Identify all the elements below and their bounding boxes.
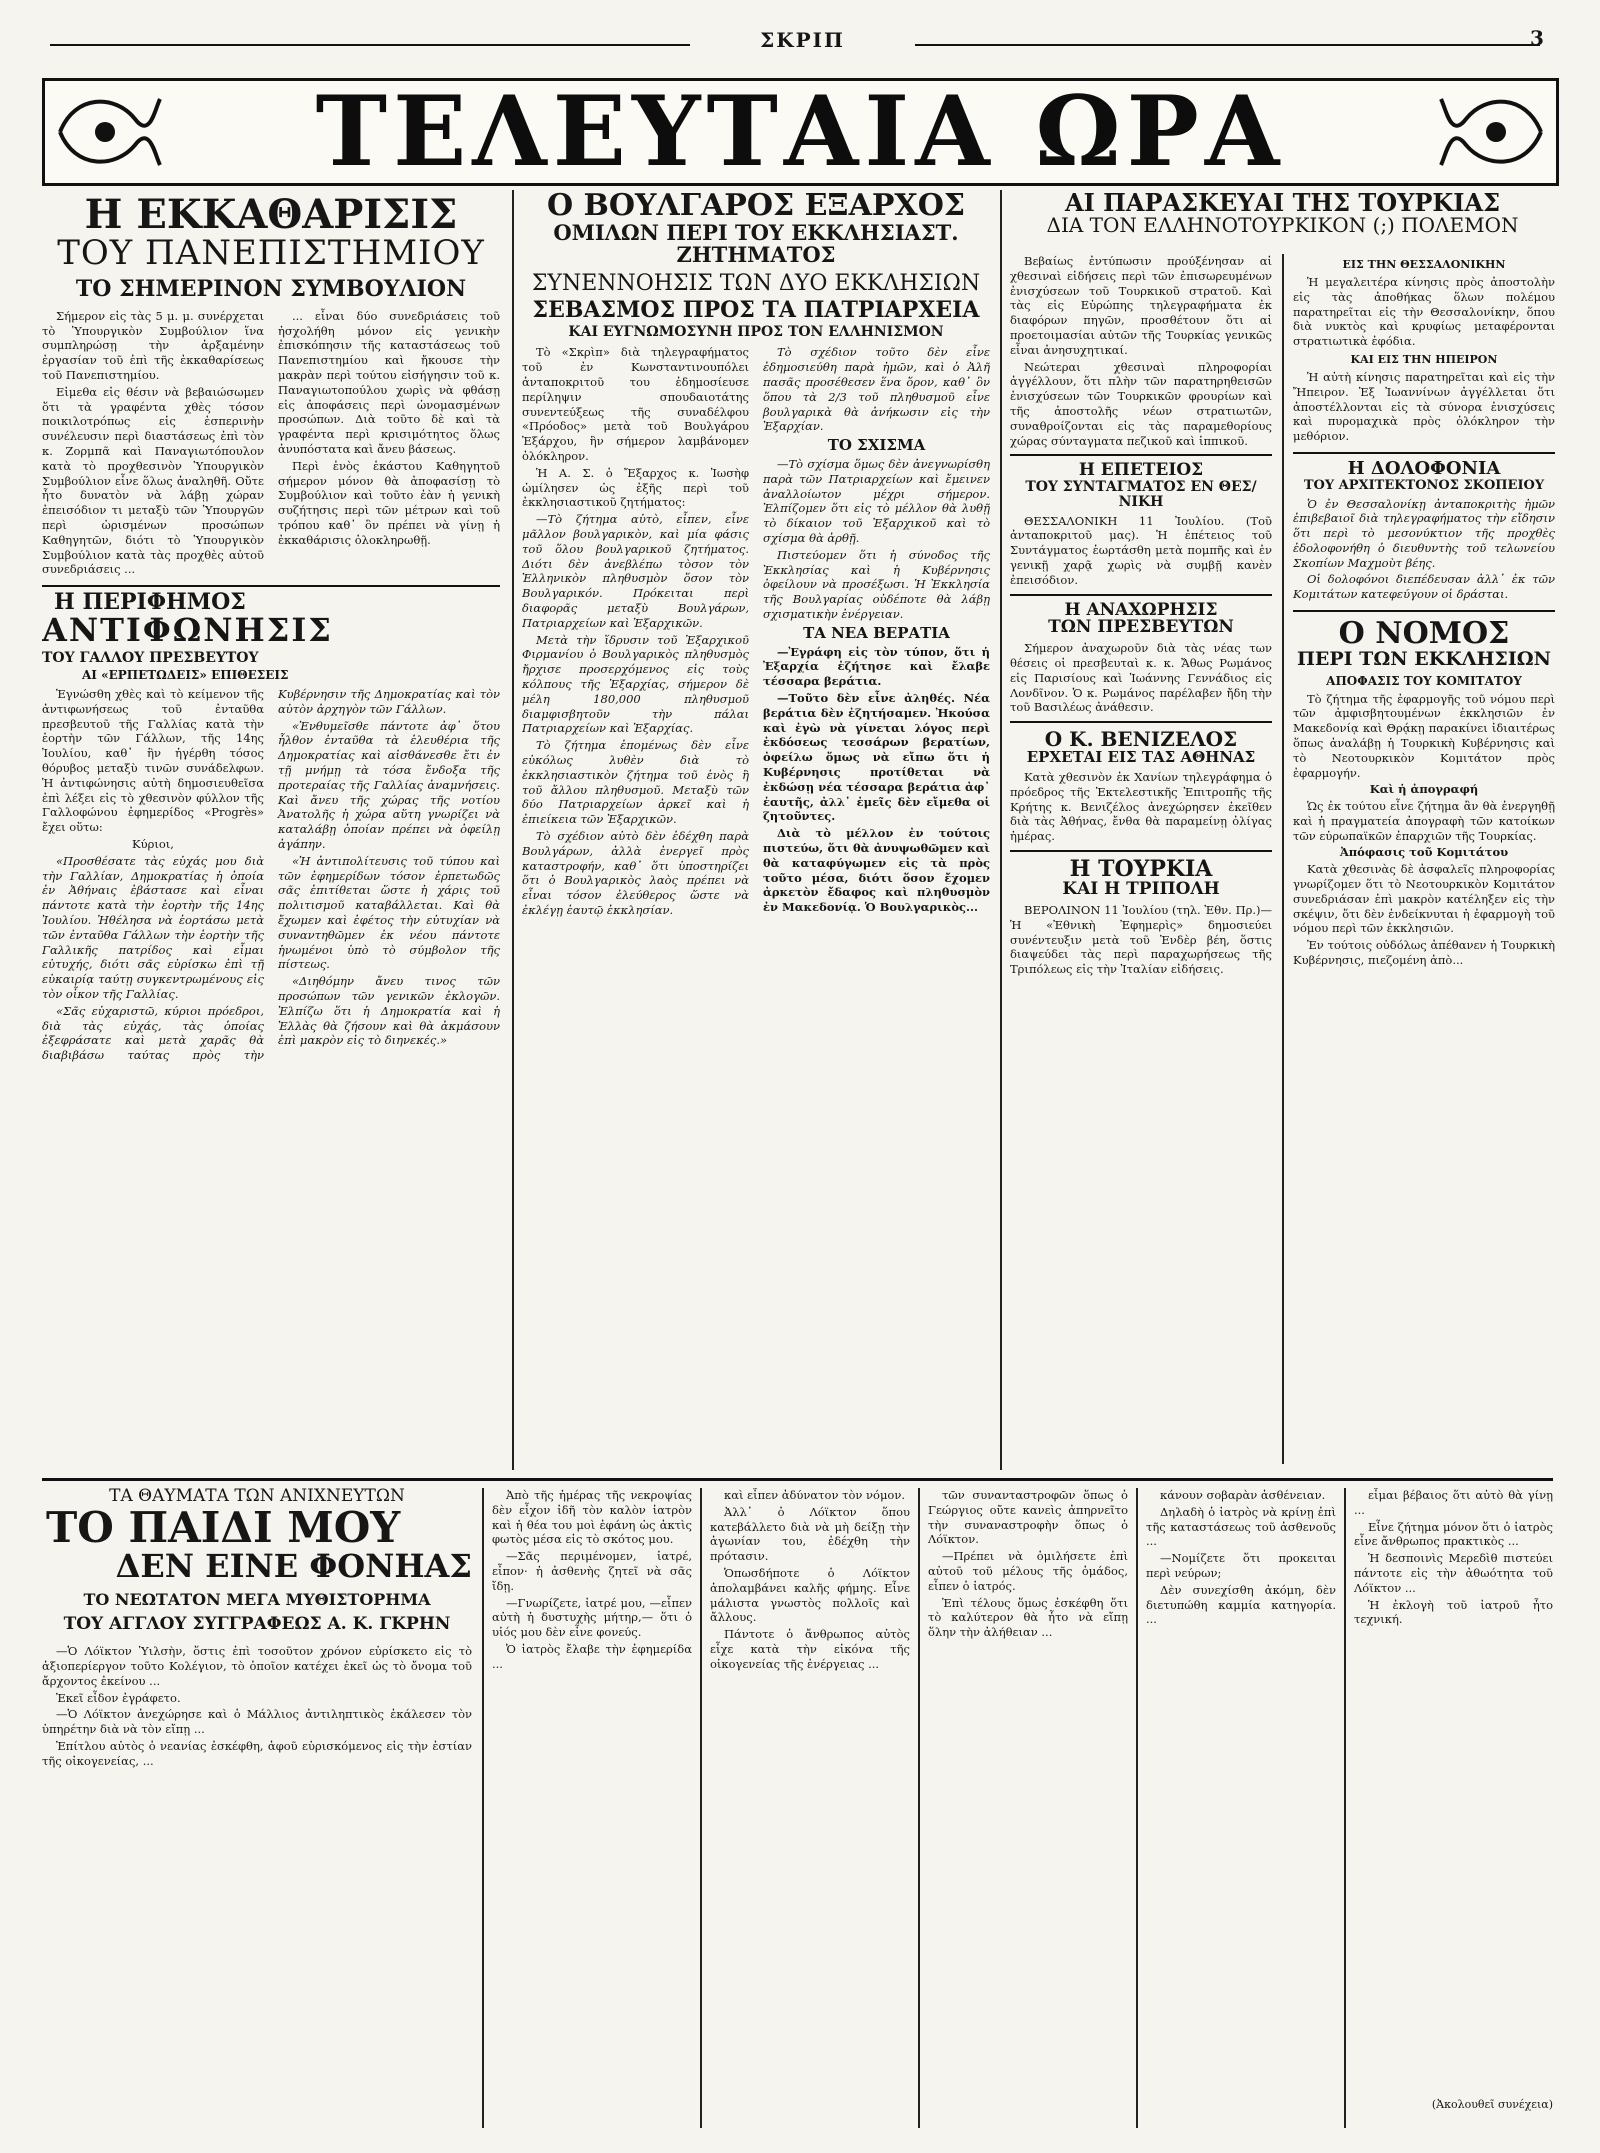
headline-ambassadors: ΤΩΝ ΠΡΕΣΒΕΥΤΩΝ: [1048, 617, 1234, 638]
headline-attacks: ΑΙ «ΕΡΠΕΤΩΔΕΙΣ» ΕΠΙΘΕΣΕΙΣ: [82, 667, 289, 682]
paragraph: —Ὁ Λόϊκτον ἀνεχώρησε καὶ ὁ Μάλλιος ἀντιληπτικὸς ἐκάλεσεν τὸν ὑπηρέτην διὰ νὰ τὸν εἴπῃ ...: [42, 1707, 472, 1737]
serial-col4-body: [928, 1488, 1128, 1642]
paragraph: Σήμερον ἀναχωροῦν διὰ τὰς νέας των θέσεις οἱ πρεσβευταὶ κ. κ. Ἄθως Ρωμάνος εἰς Παρισίους καὶ Ἰωάννης Γεννάδιος εἰς Λονδῖνον. Ὁ κ. Ρωμάνος παρέλαβεν ἤδη τὴν τοῦ Βασιλέως ἀνάθεσιν.: [1010, 641, 1272, 715]
paragraph: Τὸ ζήτημα ἐπομένως δὲν εἶνε εὐκόλως λυθὲν διὰ τὸ ἐκκλησιαστικὸν ζήτημα τοῦ ἑνὸς ἢ τοῦ ἄλλου πληθυσμοῦ. Μεταξὺ τῶν δύο Πατριαρχείων ἀρκεῖ καὶ ἡ ἐπιείκεια τῶν Ἐξαρχικῶν.: [522, 738, 749, 827]
headline-venizelos: Ο Κ. ΒΕΝΙΖΕΛΟΣ: [1044, 727, 1238, 752]
paragraph: Βεβαίως ἐντύπωσιν προύξένησαν αἱ χθεσιναὶ εἰδήσεις περὶ τῶν ἐπισωρευμένων ἐνισχύσεων τοῦ Τουρκικοῦ στρατοῦ. Καὶ τὰς εἰς Εὐρώπης τηλεγραφήματα ἐκ διαφόρων πηγῶν, προσθέτουν ὅτι αἱ προετοιμασίαι αὐτῶν τῆς Τουρκίας γενικῶς εἶναι ἀνησυχητικαί.: [1010, 254, 1272, 357]
paragraph: Εἰμεθα εἰς θέσιν νὰ βεβαιώσωμεν ὅτι τὰ γραφέντα χθὲς τόσον ποικιλοτρόπως εἰς ἑσπερινὴν συνέλευσιν περὶ διαστάσεως ἐπὶ τὸν κ. Ζορμπᾶ καὶ Παναγιωτόπουλον κατὰ τὸ προχθεσινὸν Ὑπουργικὸν Συμβούλιον εἶνε ὅλως ἀναληθῆ. Οὔτε ἦτο δυνατὸν νὰ λάβῃ χώραν ἐπεισόδιον τι μεταξὺ τῶν Ὑπουργῶν περὶ ὡρισμένων προσώπων Καθηγητῶν, διότι τὸ Ὑπουργικὸν Συμβούλιον κατὰ τὰς προχθὲς αὐτοῦ συνεδριάσεις ...: [42, 384, 264, 577]
headline-speech: ΑΝΤΙΦΩΝΗΣΙΣ: [42, 611, 333, 650]
headline-church-issue: ΟΜΙΛΩΝ ΠΕΡΙ ΤΟΥ ΕΚΚΛΗΣΙΑΣΤ. ΖΗΤΗΜΑΤΟΣ: [553, 219, 959, 267]
paper-name: ΣΚΡΙΠ: [760, 28, 845, 52]
paragraph: Πάντοτε ὁ ἄνθρωπος αὐτὸς εἶχε κατὰ τὴν εἰκόνα τῆς οἰκογενείας τῆς ἐνέργειας ...: [710, 1627, 910, 1671]
headline-constitution: ΤΟΥ ΣΥΝΤΑΓΜΑΤΟΣ ΕΝ ΘΕΣ/ΝΙΚΗ: [1025, 479, 1257, 510]
serial-rule-2: [700, 1488, 702, 2128]
divider: [1010, 850, 1272, 852]
headline-respect: ΣΕΒΑΣΜΟΣ ΠΡΟΣ ΤΑ ΠΑΤΡΙΑΡΧΕΙΑ: [532, 296, 980, 323]
serial-col1-body: [42, 1644, 472, 1768]
paragraph: Κατὰ χθεσινὰς δὲ ἀσφαλεῖς πληροφορίας γνωρίζομεν ὅτι τὸ Νεοτουρκικὸν Κομιτάτον συνεδριάσαν ἐπὶ μακρὸν κατέληξεν εἰς τὴν σκέψιν, ὅτι δὲν ἐνδείκνυται ἡ ἐφαρμογὴ τοῦ νόμου περὶ τῶν ἐκκλησιῶν.: [1293, 862, 1555, 936]
article-speech-body: [42, 687, 500, 1063]
paragraph: «Διηθόμην ἄνευ τινος τῶν προσώπων τῶν γενικῶν ἐκλογῶν. Ἐλπίζω ὅτι ἡ Δημοκρατία καὶ ἡ Ἑλλὰς θὰ ζήσουν καὶ θὰ ἀκμάσουν ἐπὶ μακρὸν εἰς τὸ διηνεκές.»: [278, 974, 500, 1048]
headline-my-child: ΤΟ ΠΑΙΔΙ ΜΟΥ: [46, 1502, 401, 1552]
paragraph: Τὸ ζήτημα τῆς ἐφαρμογῆς τοῦ νόμου περὶ τῶν ἀμφισβητουμένων ἐκκλησιῶν ἐν Μακεδονίᾳ καὶ Θρᾴκῃ παρακίνει ἰδιαιτέρως ὅπως ἀναλάβῃ ἡ Τουρκικὴ Κυβέρνησις καὶ τὸ Νεοτουρκικὸν Κομιτάτον πρὸς ἐφαρμογήν.: [1293, 691, 1555, 780]
paragraph: Ἐγνώσθη χθὲς καὶ τὸ κείμενον τῆς ἀντιφωνήσεως τοῦ ἐνταῦθα πρεσβευτοῦ τῆς Γαλλίας κατὰ τὴν ἑορτὴν τῶν Γάλλων, τῆς 14ης Ἰουλίου, καθ᾽ ἣν ἠγέρθη τόσος θόρυβος μεταξὺ τινῶν συνάδελφων. Ἡ ἀντιφώνησις αὐτὴ δημοσιευθεῖσα ἐπὶ λέξει εἰς τὸ χθεσινὸν φύλλον τῆς Γαλλοφώνου ἐφημερίδος «Progrès» ἔχει οὕτω:: [42, 687, 264, 835]
continued-note: (Ἀκολουθεῖ συνέχεια): [1431, 2098, 1553, 2111]
paragraph: ΘΕΣΣΑΛΟΝΙΚΗ 11 Ἰουλίου. (Τοῦ ἀνταποκριτοῦ μας). Ἡ ἐπέτειος τοῦ Συντάγματος ἑωρτάσθη μετὰ πομπῆς καὶ ἐν γενικῇ χαρᾷ χωρὶς νὰ συμβῇ κανὲν ἐπεισόδιον.: [1010, 513, 1272, 587]
top-rule-right: [915, 44, 1540, 46]
paragraph: Ὁ ἐν Θεσσαλονίκῃ ἀνταποκριτὴς ἡμῶν ἐπιβεβαιοῖ διὰ τηλεγραφήματος τὴν εἴδησιν ὅτι περὶ τὸ μεσονύκτιον τῆς προχθὲς ἐδολοφονήθη ὁ διευθυντὴς τοῦ τελωνείου Σκοπίων Μαχμοὺτ βέης.: [1293, 496, 1555, 570]
banner-title: ΤΕΛΕΥΤΑΙΑ ΩΡΑ: [315, 75, 1286, 188]
paragraph: —Τὸ σχίσμα ὅμως δὲν ἀνεγνωρίσθη παρὰ τῶν Πατριαρχείων καὶ ἔμεινεν ἀναλλοίωτον μέχρι σήμερον. Ἐλπίζομεν ὅτι εἰς τὸ μέλλον θὰ λυθῇ τὸ δίκαιον τοῦ Ἐξαρχικοῦ καὶ τὸ σχίσμα θὰ ἀρθῇ.: [763, 457, 990, 546]
divider: [1010, 454, 1272, 456]
paragraph: Σήμερον εἰς τὰς 5 μ. μ. συνέρχεται τὸ Ὑπουργικὸν Συμβούλιον ἵνα συμπληρώσῃ τὴν ἀρξαμένην ἐργασίαν τοῦ ἐπὶ τῆς ἐκκαθαρίσεως τοῦ Πανεπιστημίου.: [42, 308, 264, 382]
subhead-epirus: ΚΑΙ ΕΙΣ ΤΗΝ ΗΠΕΙΡΟΝ: [1350, 352, 1498, 366]
article-law-body: [1293, 692, 1555, 968]
article-thessaloniki-body: [1293, 275, 1555, 349]
subhead-thessaloniki: ΕΙΣ ΤΗΝ ΘΕΣΣΑΛΟΝΙΚΗΝ: [1342, 258, 1506, 271]
paragraph: Εἶνε ζήτημα μόνον ὅτι ὁ ἰατρὸς εἶνε ἄνθρωπος πρακτικὸς ...: [1354, 1519, 1553, 1549]
column-rule-1: [512, 190, 514, 1470]
paragraph: Διὰ τὸ μέλλον ἐν τούτοις πιστεύω, ὅτι θὰ ἀνυψωθῶμεν καὶ θὰ καταφύγωμεν εἰς τὰ πρὸς τοῦτο μέσα, διότι ὅσον ἔχομεν ἀρκετὸν ἔδαφος καὶ πληθυσμὸν ἐν Μακεδονίᾳ. Ὁ Βουλγαρικὸς...: [763, 826, 990, 915]
section-banner: [42, 75, 1559, 188]
headline-athens: ΕΡΧΕΤΑΙ ΕΙΣ ΤΑΣ ΑΘΗΝΑΣ: [1026, 748, 1256, 767]
serial-heading-block: [42, 1488, 472, 1771]
divider: [42, 585, 500, 587]
paragraph: Ἀπὸ τῆς ἡμέρας τῆς νεκροψίας δὲν εἶχον ἰδῆ τὸν καλὸν ἰατρὸν καὶ ἡ θέα του μοὶ ἐφάνη ὡς ἀκτὶς φωτὸς μέσα εἰς τὸ σκότος μου.: [492, 1488, 692, 1547]
article-turkey-body: [1010, 254, 1272, 448]
headline-war: ΔΙΑ ΤΟΝ ΕΛΛΗΝΟΤΟΥΡΚΙΚΟΝ (;) ΠΟΛΕΜΟΝ: [1046, 213, 1519, 238]
headline-turkey: Η ΤΟΥΡΚΙΑ: [1069, 855, 1213, 882]
article-epirus-body: [1293, 370, 1555, 444]
headline-author: ΤΟΥ ΑΓΓΛΟΥ ΣΥΓΓΡΑΦΕΩΣ Α. Κ. ΓΚΡΗΝ: [63, 1614, 451, 1635]
ornament-left-icon: [55, 89, 165, 175]
paragraph-salutation: Κύριοι,: [132, 837, 174, 852]
headline-detectives: ΤΑ ΘΑΥΜΑΤΑ ΤΩΝ ΑΝΙΧΝΕΥΤΩΝ: [109, 1488, 405, 1506]
paragraph: —Γνωρίζετε, ἰατρέ μου, —εἶπεν αὐτὴ ἡ δυστυχὴς μήτηρ,— ὅτι ὁ υἱός μου δὲν εἶνε φονεύς.: [492, 1595, 692, 1640]
paragraph: Ὁπωσδήποτε ὁ Λόϊκτον ἀπολαμβάνει καλῆς φήμης. Εἶνε μάλιστα γνωστὸς πολλοῖς καὶ ἄλλους.: [710, 1565, 910, 1625]
headline-gratitude: ΚΑΙ ΕΥΓΝΩΜΟΣΥΝΗ ΠΡΟΣ ΤΟΝ ΕΛΛΗΝΙΣΜΟΝ: [568, 323, 944, 340]
headline-preparations: ΑΙ ΠΑΡΑΣΚΕΥΑΙ ΤΗΣ ΤΟΥΡΚΙΑΣ: [1064, 190, 1501, 217]
serial-col2-body: [492, 1488, 692, 1674]
headline-departure: Η ΑΝΑΧΩΡΗΣΙΣ: [1064, 599, 1218, 620]
paragraph: «Ἡ ἀντιπολίτευσις τοῦ τύπου καὶ τῶν ἐφημερίδων τόσον ἐρπετωδῶς σᾶς ἐπιτίθεται ὥστε ἡ χάρις τοῦ πολιτισμοῦ καταβάλλεται. Καὶ θὰ ἔχωμεν καὶ ἐφέτος τὴν εὐτυχίαν νὰ συναντηθῶμεν ἐκ νέου πάντοτε ἡνωμένοι ὑπὸ τὸ σύμβολον τῆς πίστεως.: [278, 853, 500, 972]
headline-famous: Η ΠΕΡΙΦΗΜΟΣ: [54, 589, 246, 616]
paragraph: —Τοῦτο δὲν εἶνε ἀληθές. Νέα βεράτια δὲν ἐζητήσαμεν. Ἠκούσα καὶ ἐγὼ νὰ γίνεται λόγος περὶ ἐκδόσεως τεσσάρων βερατίων, ὀφείλω ὅμως νὰ εἴπω ὅτι ἡ Κυβέρνησις προτίθεται νὰ ἐκδώσῃ νέα τέσσαρα βεράτια ἀφ᾽ ἑαυτῆς, ἀλλ᾽ ἐμεῖς δὲν εἴμεθα οἱ ζητοῦντες.: [763, 691, 990, 824]
paragraph: Ὡς ἐκ τούτου εἶνε ζήτημα ἂν θὰ ἐνεργηθῇ καὶ ἡ πραγματεία ἀπογραφὴ τῶν κατοίκων τῶν εὐρωπαϊκῶν ἐπαρχιῶν τῆς Τουρκίας.: [1293, 799, 1555, 843]
paragraph: Ἡ αὐτὴ κίνησις παρατηρεῖται καὶ εἰς τὴν Ἤπειρον. Ἐξ Ἰωαννίνων ἀγγέλλεται ὅτι ἀποστέλλονται εἰς τὰ σύνορα ἐνισχύσεις καὶ πυρομαχικὰ πρὸς ὁλόκληρον τὴν μεθόριον.: [1293, 369, 1555, 444]
paragraph: καὶ εἶπεν ἀδύνατον τὸν νόμον.: [724, 1488, 906, 1502]
divider: [1010, 721, 1272, 723]
paragraph: Ἡ ἐκλογὴ τοῦ ἰατροῦ ἦτο τεχνική.: [1354, 1597, 1553, 1627]
article-venizelos-body: [1010, 770, 1272, 844]
paragraph: Νεώτεραι χθεσιναὶ πληροφορίαι ἀγγέλλουν, ὅτι πλὴν τῶν παρατηρηθεισῶν ἐνισχύσεων τῶν Τουρκικῶν φρουρίων καὶ τῆς ἀποστολῆς νέων στρατιωτῶν, συναθροίζονται εἰς τὰς παραμεθορίους χώρας σύνταγματα πεζικοῦ καὶ ἱππικοῦ.: [1010, 359, 1272, 448]
paragraph: Ἡ Α. Σ. ὁ Ἔξαρχος κ. Ἰωσὴφ ὡμίλησεν ὡς ἑξῆς περὶ τοῦ ἐκκλησιαστικοῦ ζητήματος:: [522, 465, 749, 510]
paragraph: Ἐν τούτοις οὐδόλως ἀπέθανεν ἡ Τουρκικὴ Κυβέρνησις, πιεζομένη ἀπὸ...: [1293, 938, 1555, 968]
paragraph: Περὶ ἑνὸς ἑκάστου Καθηγητοῦ σήμερον μόνον θὰ ἀποφασίσῃ τὸ Συμβούλιον καὶ τοῦτο ἐὰν ἡ γενικὴ συζήτησις περὶ τῶν μέτρων καὶ τοῦ τρόπου καθ᾽ ὃν πρέπει νὰ γίνῃ ἡ ἐκκαθάρισις ὁλοκληρωθῇ.: [278, 458, 500, 547]
serial-rule-4: [1136, 1488, 1138, 2128]
paragraph: «Προσθέσατε τὰς εὐχάς μου διὰ τὴν Γαλλίαν, Δημοκρατίας ἡ ὁποία ἐν Ἀθήναις ἐβάστασε καὶ εἶναι πάντοτε κατὰ τὴν ἑορτὴν τῆς 14ης Ἰουλίου. Ἠθέλησα νὰ ἑορτάσω μετὰ τῶν ἐνταῦθα Γάλλων τὴν ἑορτὴν τῆς Γαλλικῆς πατρίδος καὶ εἶμαι εὐτυχής, διότι σᾶς εὑρίσκω ἐπὶ τῇ εὐκαιρίᾳ ταύτῃ συγκεντρωμένους εἰς τὸν οἶκον τῆς Γαλλίας.: [42, 853, 264, 1002]
article-departure-body: [1010, 641, 1272, 715]
subhead-committee: ΑΠΟΦΑΣΙΣ ΤΟΥ ΚΟΜΙΤΑΤΟΥ: [1326, 673, 1522, 688]
paragraph: «Σᾶς εὐχαριστῶ, κύριοι πρόεδροι, διὰ τὰς εὐχάς, τὰς ὁποίας ἐξεφράσατε καὶ μετὰ χαρᾶς θὰ διαβιβάσω ταύτας πρὸς τὴν Κυβέρνησιν τῆς Δημοκρατίας καὶ τὸν αὐτὸν ἀρχηγὸν τῶν Γάλλων.: [42, 687, 500, 1063]
column-turkey: [1010, 190, 1555, 1470]
paragraph: —Ἐγράφη εἰς τὸν τύπον, ὅτι ἡ Ἐξαρχία ἐζήτησε καὶ ἔλαβε τέσσαρα βεράτια.: [763, 644, 990, 689]
article-anniversary-body: [1010, 514, 1272, 588]
paragraph: Μετὰ τὴν ἵδρυσιν τοῦ Ἐξαρχικοῦ Φιρμανίου ὁ Βουλγαρικὸς πληθυσμὸς ἤρχισε προσερχόμενος εἰς τοὺς κόλπους τῆς Ἐξαρχίας, σήμερον δὲ μέλη 180,000 πληθυσμοῦ διαμφισβητοῦν τὴν πάλαι Πατριαρχείων καὶ Ἐξαρχίας.: [522, 632, 749, 736]
serial-col6-body: [1354, 1488, 1553, 1629]
headline-two-churches: ΣΥΝΕΝΝΟΗΣΙΣ ΤΩΝ ΔΥΟ ΕΚΚΛΗΣΙΩΝ: [531, 270, 981, 296]
divider: [1010, 594, 1272, 596]
headline-ambassador: ΤΟΥ ΓΑΛΛΟΥ ΠΡΕΣΒΕΥΤΟΥ: [42, 649, 259, 666]
headline-exarch: Ο ΒΟΥΛΓΑΡΟΣ ΕΞΑΡΧΟΣ: [546, 190, 966, 223]
turkey-right-block: [1293, 254, 1555, 970]
article-murder-body: [1293, 497, 1555, 603]
subhead-berats: ΤΑ ΝΕΑ ΒΕΡΑΤΙΑ: [803, 623, 950, 642]
divider: [1293, 610, 1555, 612]
ornament-right-icon: [1436, 89, 1546, 175]
subhead-decision: Ἀπόφασις τοῦ Κομιτάτου: [1339, 845, 1509, 860]
headline-architect: ΤΟΥ ΑΡΧΙΤΕΚΤΟΝΟΣ ΣΚΟΠΕΙΟΥ: [1303, 477, 1545, 493]
headline-novel: ΤΟ ΝΕΩΤΑΤΟΝ ΜΕΓΑ ΜΥΘΙΣΤΟΡΗΜΑ: [83, 1589, 431, 1609]
article-tripoli-body: [1010, 903, 1272, 977]
paragraph: Ἡ μεγαλειτέρα κίνησις πρὸς ἀποστολὴν εἰς τὰς ἀποθήκας ὅλων πολέμου παρατηρεῖται εἰς τὴν Θεσσαλονίκην, ὅπου διὰ νυκτὸς καὶ κρυφίως μεταφέρονται στρατιωτικὰ ἐφόδια.: [1293, 275, 1555, 349]
paragraph: ... εἶναι δύο συνεδριάσεις τοῦ ἠσχολήθη μόνον εἰς γενικὴν ἐπισκόπησιν τῆς καταστάσεως τοῦ Πανεπιστημίου καὶ ἤκουσε τὴν μακρὰν περὶ τούτου εἰσήγησιν τοῦ κ. Παναγιωτοπούλου χωρὶς νὰ φθάσῃ εἰς ἀποφάσεις περὶ ὠνομασμένων προσώπων. Διὰ τοῦτο δὲ καὶ τὰ γραφέντα περὶ κρισιμότητος ὅλως ἀνυπόστατα καὶ ἄνευ βάσεως.: [278, 308, 500, 456]
headline-council: ΤΟ ΣΗΜΕΡΙΝΟΝ ΣΥΜΒΟΥΛΙΟΝ: [75, 275, 467, 302]
page-number: 3: [1530, 26, 1544, 50]
serial-novel: [42, 1488, 1553, 2128]
section-separator: [42, 1478, 1553, 1481]
paragraph: ΒΕΡΟΛΙΝΟΝ 11 Ἰουλίου (τηλ. Ἐθν. Πρ.)—Ἡ «Ἐθνικὴ Ἐφημερὶς» δημοσιεύει συνέντευξιν μετὰ τοῦ Ἐνδὲρ βέη, ὅστις διαψεύδει τὰς περὶ παραχωρήσεως τῆς Τριπόλεως εἰς τὴν Ἰταλίαν εἰδήσεις.: [1010, 902, 1272, 977]
paragraph: τῶν συνανταστροφῶν ὅπως ὁ Γεώργιος οὔτε κανεὶς ἀπηρνεῖτο τὴν συναναστροφὴν ὅπως ὁ Λόϊκτον.: [928, 1488, 1128, 1547]
headline-law: Ο ΝΟΜΟΣ: [1338, 616, 1510, 652]
paragraph: Τὸ «Σκρὶπ» διὰ τηλεγραφήματος τοῦ ἐν Κωνσταντινουπόλει ἀνταποκριτοῦ του ἐδημοσίευσε περίληψιν σπουδαιοτάτης συνεντεύξεως τῆς συναδέλφου «Πρόοδος» μετὰ τοῦ Βουλγάρου Ἐξάρχου, ἣν σήμερον λαμβάνομεν ὁλόκληρον.: [522, 345, 749, 464]
paragraph: Δηλαδὴ ὁ ἰατρὸς νὰ κρίνῃ ἐπὶ τῆς καταστάσεως τοῦ ἀσθενοῦς ...: [1146, 1504, 1336, 1549]
headline-tripoli: ΚΑΙ Η ΤΡΙΠΟΛΗ: [1062, 879, 1220, 900]
paragraph: Κατὰ χθεσινὸν ἐκ Χανίων τηλεγράφημα ὁ πρόεδρος τῆς Ἐκτελεστικῆς Ἐπιτροπῆς τῆς Κρήτης κ. Βενιζέλος ἀνεχώρησεν ἐκεῖθεν διὰ τὰς Ἀθήνας, ἔνθα θὰ παραμείνῃ ὀλίγας ἡμέρας.: [1010, 769, 1272, 844]
column-exarch: [522, 190, 990, 1470]
serial-col3-body: [710, 1488, 910, 1674]
subhead-schism: ΤΟ ΣΧΙΣΜΑ: [827, 436, 926, 455]
subhead-census: Καὶ ἡ ἀπογραφή: [1369, 782, 1479, 797]
paragraph: εἶμαι βέβαιος ὅτι αὐτὸ θὰ γίνῃ ...: [1354, 1488, 1553, 1517]
paragraph: Δὲν συνεχίσθη ἀκόμη, δὲν διετυπώθη καμμία κατηγορία. ...: [1146, 1582, 1336, 1627]
headline-murder: Η ΔΟΛΟΦΟΝΙΑ: [1347, 457, 1501, 479]
article-exarch-body: [522, 345, 990, 918]
paragraph: —Πρέπει νὰ ὁμιλήσετε ἐπὶ αὐτοῦ τοῦ μέλους τῆς ὁμάδος, εἶπεν ὁ ἰατρός.: [928, 1549, 1128, 1593]
paragraph: Ἡ δεσποινὶς Μερεδὶθ πιστεύει πάντοτε εἰς τὴν ἀθωότητα τοῦ Λόϊκτον ...: [1354, 1551, 1553, 1595]
paragraph: —Νομίζετε ὅτι προκειται περὶ νεύρων;: [1146, 1551, 1336, 1580]
paragraph: Ἐπὶ τέλους ὅμως ἐσκέφθη ὅτι τὸ καλύτερον θὰ ἦτο νὰ εἴπῃ ὅλην τὴν ἀλήθειαν ...: [928, 1595, 1128, 1640]
paragraph: Ἀλλ᾽ ὁ Λόϊκτον ὅπου κατεβάλλετο διὰ νὰ μὴ δείξῃ τὴν ἀγωνίαν του, ἐδέχθη τὴν πρότασιν.: [710, 1504, 910, 1564]
paragraph: —Ὁ Λόϊκτον Ὑιλσὴν, ὅστις ἐπὶ τοσοῦτον χρόνον εὑρίσκετο εἰς τὸ ἀξιοπερίεργον τοῦτο Κολέγιον, τὸ ὁποῖον κατέχει ἐκεῖ ὡς τὸ ὄνομα τοῦ ἄρχοντος ἐκείνου ...: [42, 1644, 472, 1688]
column-rule-2: [1000, 190, 1002, 1470]
serial-rule-5: [1344, 1488, 1346, 2128]
headline-anniversary: Η ΕΠΕΤΕΙΟΣ: [1078, 460, 1204, 481]
paragraph: —Τὸ ζήτημα αὐτὸ, εἶπεν, εἶνε μᾶλλον βουλγαρικὸν, καὶ μία φάσις τοῦ ὅλου βουλγαρικοῦ ζητήματος. Διότι δὲν ἀνεβλέπω τὸσον τὸν Ἑλληνικὸν πληθυσμὸν ὅσον τὸν Βουλγαρικόν. Πρόκειται περὶ διαφορᾶς μεταξὺ Βουλγάρων, Πατριαρχείων καὶ Ἐξαρχικῶν.: [522, 512, 749, 630]
divider: [1293, 452, 1555, 454]
top-rule-left: [50, 44, 690, 46]
serial-col5-body: [1146, 1488, 1336, 1629]
headline-not-murderer: ΔΕΝ ΕΙΝΕ ΦΟΝΗΑΣ: [115, 1546, 472, 1585]
paragraph: Οἱ δολοφόνοι διεπέδευσαν ἀλλ᾽ ἐκ τῶν Κομιτάτων κατεφεύγουν οἱ δράσται.: [1293, 572, 1555, 602]
paragraph: Ἐπίτλου αὐτὸς ὁ νεανίας ἐσκέφθη, ἀφοῦ εὑρισκόμενος εἰς τὴν ἑστίαν τῆς οἰκογενείας, ...: [42, 1738, 472, 1768]
paragraph: Πιστεύομεν ὅτι ἡ σύνοδος τῆς Ἐκκλησίας καὶ ἡ Κυβέρνησις ὀφείλουν νὰ προσέξωσι. Ἡ Ἐκκλησία τῆς Βουλγαρίας οὐδέποτε θὰ λάβῃ σχισματικὴν ἐνέργειαν.: [763, 547, 990, 622]
headline-university: ΤΟΥ ΠΑΝΕΠΙΣΤΗΜΙΟΥ: [57, 233, 485, 273]
article-university-body: [42, 309, 500, 577]
paragraph: Τὸ σχέδιον αὐτὸ δὲν ἐδέχθη παρὰ Βουλγάρων, ἀλλὰ ἐνεργεῖ πρὸς καταστροφήν, καθ᾽ ὅτι ὑποστηρίζει ὅτι ὁ Βουλγαρικὸς λαὸς πρέπει νὰ εἶναι τόσον ἐλεύθερος ὥστε νὰ ἐκλέγῃ ἑαυτῷ ἐκκλησίαν.: [522, 828, 749, 917]
inner-column-rule: [1282, 254, 1284, 1464]
headline-churches: ΠΕΡΙ ΤΩΝ ΕΚΚΛΗΣΙΩΝ: [1296, 647, 1552, 670]
paragraph: «Ἐνθυμεῖσθε πάντοτε ἀφ᾽ ὅτου ἦλθον ἐνταῦθα τὰ ἐλευθέρια τῆς Δημοκρατίας καὶ αἰσθάνεσθε ἔτι ἐν τῇ μνήμῃ τὰ τόσα ἔνδοξα τῆς προτεραίας τῆς Γαλλίας ἀναμνήσεις. Καὶ ἄνευ τῆς χώρας τῆς νοτίου Ἀνατολῆς ἡ χώρα αὕτη γνωρίζει νὰ καταλάβῃ ὁποίαν πρέπει νὰ ὀφείλῃ ἀγάπην.: [278, 718, 500, 852]
paragraph: Ὁ ἰατρὸς ἔλαβε τὴν ἐφημερίδα ...: [492, 1641, 692, 1671]
headline-purge: Η ΕΚΚΑΘΑΡΙΣΙΣ: [84, 191, 458, 238]
column-university: [42, 190, 500, 1470]
paragraph: —Σᾶς περιμένομεν, ἰατρέ, εἶπον· ἡ ἀσθενὴς ζητεῖ νὰ σᾶς ἴδῃ.: [492, 1549, 692, 1593]
paragraph: κάνουν σοβαρὰν ἀσθένειαν.: [1160, 1488, 1326, 1502]
turkey-left-block: [1010, 254, 1272, 979]
serial-rule-3: [918, 1488, 920, 2128]
paragraph: Τὸ σχέδιον τοῦτο δὲν εἶνε ἐδημοσιεύθη παρὰ ἡμῶν, καὶ ὁ Ἀλῆ πασᾶς προσέθεσεν ἕνα ὅρον, καθ᾽ ὃν ὅπου τὰ 2/3 τοῦ πληθυσμοῦ εἶνε βουλγαρικὰ θὰ ἀνήκωσιν εἰς τὴν Ἐξαρχίαν.: [763, 345, 990, 434]
paragraph: Ἐκεῖ εἶδον ἐγράφετο.: [56, 1690, 181, 1705]
serial-rule-1: [482, 1488, 484, 2128]
